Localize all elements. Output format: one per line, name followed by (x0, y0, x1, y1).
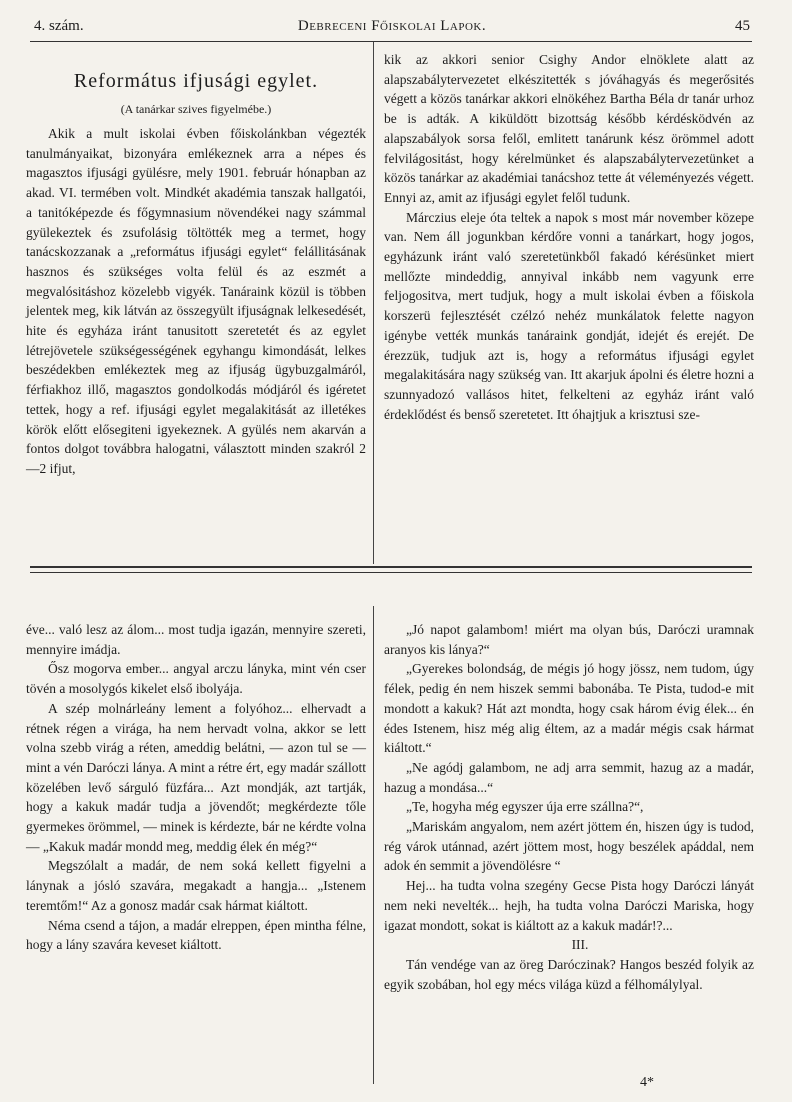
paragraph: éve... való lesz az álom... most tudja igazán, mennyire szereti, mennyire imádja. (26, 622, 366, 657)
paragraph: „Ne agódj galambom, ne adj arra semmit, hazug az a madár, hazug a mondása...“ (384, 759, 754, 795)
journal-title: Debreceni Főiskolai Lapok. (297, 18, 487, 34)
paragraph: Ősz mogorva ember... angyal arczu lányka, mint vén cser tövén a mosolygós kikelet első ibolyája. (26, 661, 366, 697)
article-title: Református ifjusági egylet. (73, 70, 319, 92)
paragraph: Megszólalt a madár, de nem soká kellett figyelni a lánynak a jósló szavára, megakadt a hangja... „Istenem teremtőm!“ Az a gonosz madár csak hármat kiáltott. (26, 858, 366, 913)
article-note: (A tanárkar szives figyelmébe.) (120, 102, 272, 116)
section-heading: III. (571, 937, 589, 953)
story-column-right (384, 620, 754, 994)
paragraph: kik az akkori senior Csighy Andor elnöklete alatt az alapszabálytervezetet elkészitették s jóváhagyás és megerősités végett a közös tanárkar akkori elnökéhez Bartha Béla dr tanár urhoz be is adták. A kiküldött bizottság később kérdésködvén az alapszabályok sorsa felől, emlitett tanárunk kész örömmel adott felvilágositást, hogy kérelmünket és alapszabálytervezetünket a közös tanárkar az akadémiai tanácshoz tette át véleményezés végett. Ennyi az, amit az ifjusági egylet felől tudunk. (384, 52, 754, 205)
story-column-left (26, 620, 366, 955)
signature-mark: 4* (640, 1075, 654, 1090)
article-column-left (26, 50, 366, 479)
paragraph: „Gyerekes bolondság, de mégis jó hogy jössz, nem tudom, úgy félek, pedig én nem hiszek semmi babonába. Te Pista, tudod-e mit mondott a kakuk? Hát azt mondta, hogy csak három évig élek... én édes Istenem, hisz még alig éltem, az a madár mégis csak hármat kiáltott.“ (384, 661, 754, 756)
paragraph: Márczius eleje óta teltek a napok s most már november közepe van. Nem áll jogunkban kérdőre vonni a tanárkart, hogy jogos, egyházunk iránt való szeretetünkből fakadó kérésünket miert mellőzte mindeddig, annyival inkább nem vagyunk erre feljogositva, mert tudjuk, hogy a mult iskolai évben a főiskola korszerü fejlesztését czélzó nehéz munkálatok felette nagyon igénybe vették munkás tanáraink gondját, idejét és erejét. De érezzük, tudjuk azt is, hogy a református ifjusági egylet megalakitására nagy szükség van. Itt akarjuk ápolni és életre hozni a szunnyadozó vallásos hitet, felkelteni az egyház iránt való érdeklődést és benső szeretetet. Itt óhajtjuk a krisztusi sze- (384, 209, 754, 422)
paragraph: „Jó napot galambom! miért ma olyan bús, Daróczi uramnak aranyos kis lánya?“ (384, 622, 754, 657)
paragraph: A szép molnárleány lement a folyóhoz... elhervadt a rétnek régen a virága, ha nem hervadt volna, akkor se lett volna szebb virág a réten, ameddig belátni, — azon tul se — mint a vén Daróczi lánya. A mint a rétre ért, egy madár szállott közelében levő sárguló füzfára... Azt mondják, azt tartják, hogy a kakuk madár tudja a jövendőt; megkérdezte tőle gyermekes örömmel, — minek is kérdezte, bár ne kérdte volna — „Kakuk madár mondd meg, meddig élek én még?“ (26, 700, 367, 854)
column-divider-top (373, 42, 374, 564)
article-column-right (384, 50, 754, 424)
section-rule-thin (30, 572, 752, 573)
paragraph: Néma csend a tájon, a madár elreppen, épen mintha félne, hogy a lány szavára keveset kiáltott. (26, 917, 366, 953)
page-header (34, 18, 750, 38)
paragraph: Akik a mult iskolai évben főiskolánkban végezték tanulmányaikat, bizonyára emlékeznek arra a népes és magasztos ifjusági gyülésre, mely 1901. február hónapban az akad. VI. termében volt. Mindkét akadémia tanszak hallgatói, a tanitóképezde és főgymnasium növendékei nagy számmal gyülekeztek és zsufolásig töltötték meg a termet, hogy tanácskozzanak a „református ifjusági egylet“ felállitásának hasznos és szükséges volta felül és az eszmét a megvalósitáshoz közelebb vigyék. Tanáraink közül is többen jelentek meg, kik látván az összegyült ifjuságnak lelkesedését, hite és egyháza iránt tanusitott szeretetét és az egylet létrejövetele szükségességének egyhangu kimondását, lelkes beszédekben emlékeztek meg az ifjuság ügybuzgalmáról, férfiakhoz illő, magasztos gondolkodás módjáról és igéretet tettek, hogy a ref. ifjusági egylet megalakitását az illetékes körök előtt elősegiteni igyekeznek. A gyülés nem akarván a fontos dolgot továbbra halogatni, választott minden szakról 2—2 ifjut, (26, 126, 366, 476)
column-divider-bottom (373, 606, 374, 1084)
header-rule (30, 41, 752, 42)
paragraph: „Mariskám angyalom, nem azért jöttem én, hiszen úgy is tudod, rég várok utánnad, azért jöttem most, hogy beszélek apáddal, nem adok én semmit a jövendölésre “ (384, 819, 754, 874)
issue-number: 4. szám. (34, 18, 84, 34)
page-number: 45 (735, 18, 750, 34)
paragraph: Tán vendége van az öreg Daróczinak? Hangos beszéd folyik az egyik szobában, hol egy mécs világa küzd a félhomálylyal. (384, 956, 754, 992)
section-rule-thick (30, 566, 752, 568)
paragraph: „Te, hogyha még egyszer úja erre szállna?“, (406, 799, 644, 815)
paragraph: Hej... ha tudta volna szegény Gecse Pista hogy Daróczi lányát nem neki nevelték... hejh, ha tudta volna Daróczi Mariska, hogy igazat mondott, sokat is kiáltott az a kakuk madár!?... (384, 878, 754, 933)
